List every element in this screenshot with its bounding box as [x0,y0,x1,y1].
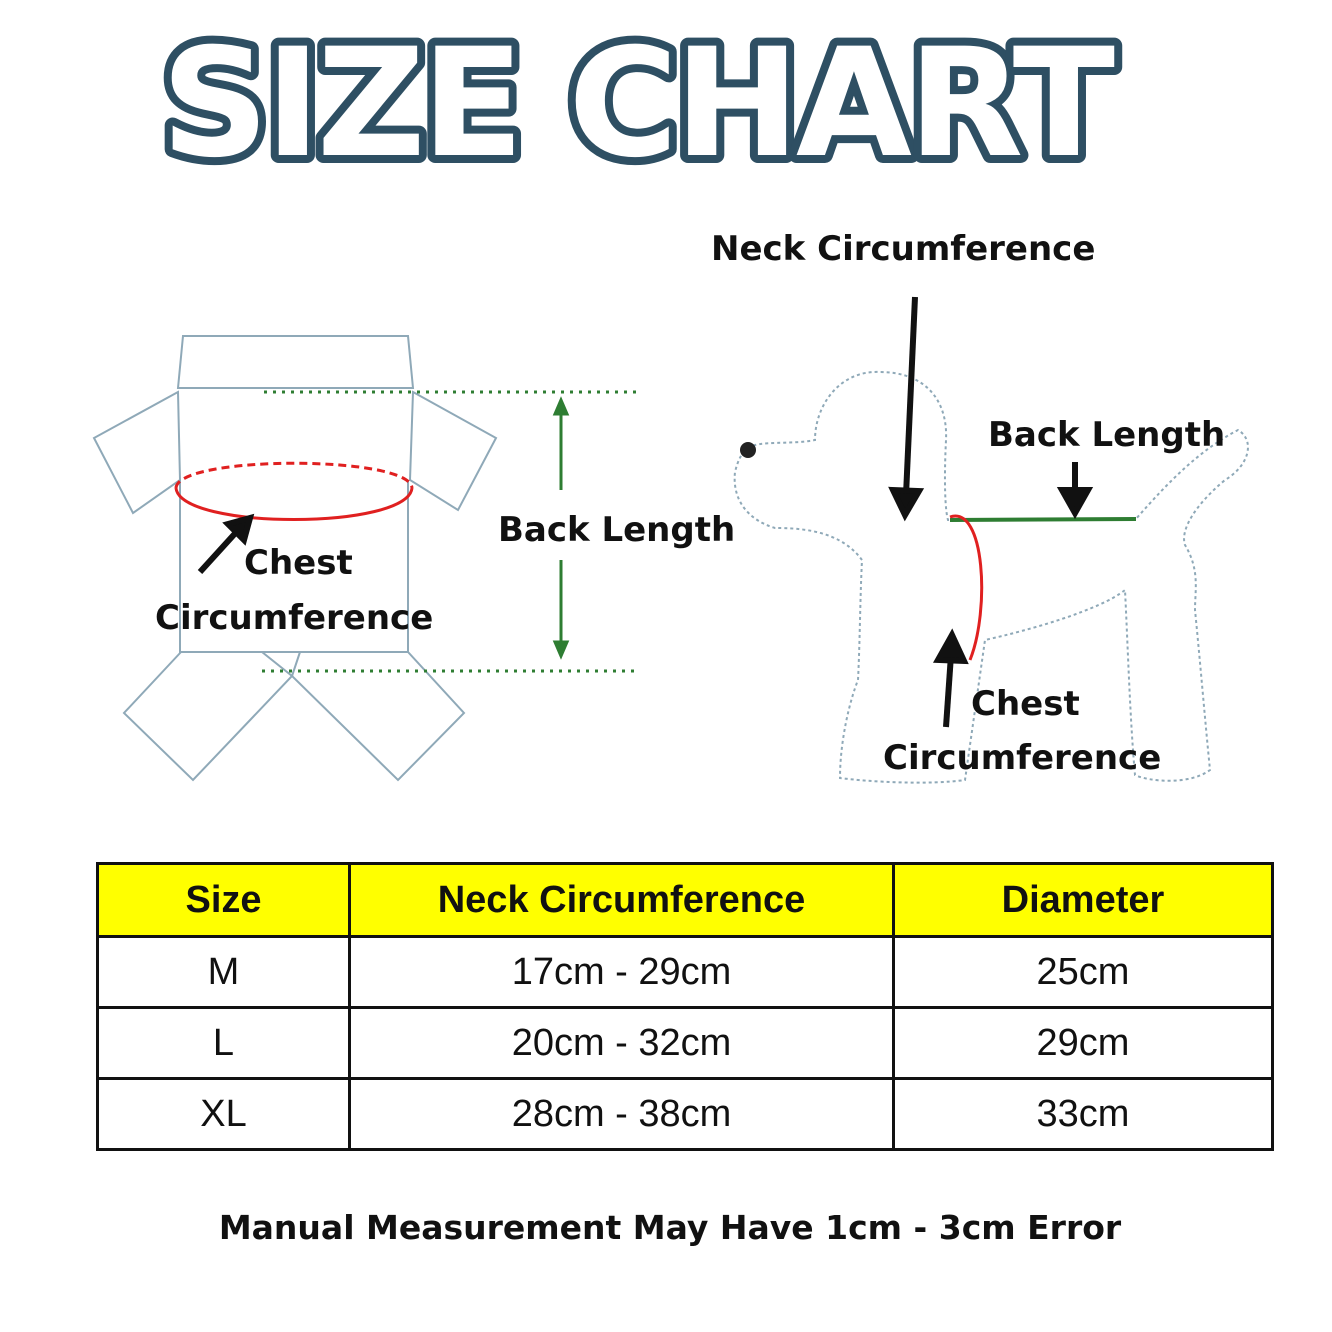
cell-neck: 28cm - 38cm [350,1079,894,1150]
cell-diameter: 33cm [894,1079,1273,1150]
cell-neck: 17cm - 29cm [350,937,894,1008]
back-length-label-side: Back Length [988,415,1226,455]
cell-size: XL [98,1079,350,1150]
chest-label-front-1: Chest [244,543,353,583]
chest-arrow-side [938,635,964,727]
neck-arrow-side [893,297,919,515]
chest-arrow-front [200,518,250,572]
measurement-diagram [0,200,1332,840]
cell-diameter: 25cm [894,937,1273,1008]
back-length-label-front: Back Length [498,510,736,550]
cell-size: M [98,937,350,1008]
table-row [98,1079,1273,1150]
cell-neck: 20cm - 32cm [350,1008,894,1079]
chest-line-front [176,463,412,519]
size-table [96,862,1274,1151]
cell-size: L [98,1008,350,1079]
back-length-arrow-side [1062,462,1088,513]
table-row [98,1008,1273,1079]
neck-label-side: Neck Circumference [711,229,1096,269]
table-row [98,937,1273,1008]
header-neck-circumference: Neck Circumference [350,864,894,937]
size-chart-title [0,0,1332,200]
dog-eye-icon [740,442,756,458]
chest-label-side-2: Circumference [883,738,1162,778]
chest-label-side-1: Chest [971,684,1080,724]
header-diameter: Diameter [894,864,1273,937]
cell-diameter: 29cm [894,1008,1273,1079]
title-text: SIZE CHART [160,17,1112,191]
back-length-line-side [950,519,1136,520]
measurement-disclaimer: Manual Measurement May Have 1cm - 3cm Error [218,1208,1122,1247]
table-header-row [98,864,1273,937]
header-size: Size [98,864,350,937]
chest-label-front-2: Circumference [155,598,434,638]
